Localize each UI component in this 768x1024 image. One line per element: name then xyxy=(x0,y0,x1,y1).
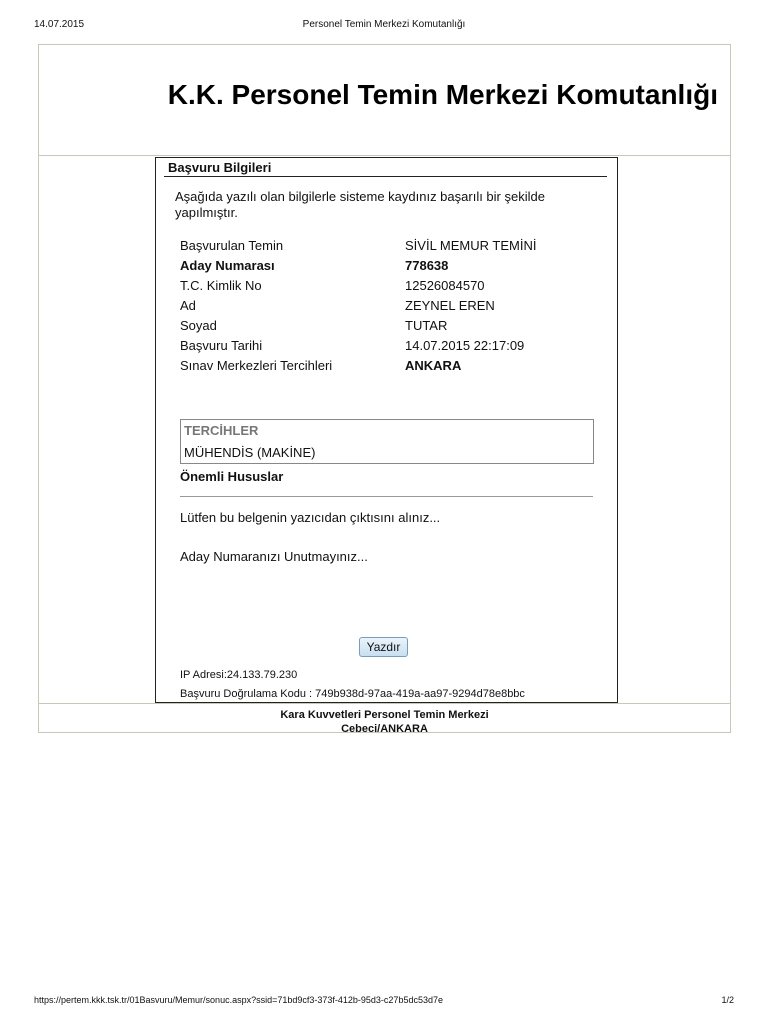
info-row xyxy=(180,318,610,338)
intro-text: Aşağıda yazılı olan bilgilerle sisteme kaydınız başarılı bir şekilde yapılmıştır. xyxy=(175,189,545,220)
divider xyxy=(164,176,607,177)
row-value: ANKARA xyxy=(405,358,462,373)
info-row xyxy=(180,258,610,278)
footer xyxy=(39,703,730,734)
row-label: Aday Numarası xyxy=(180,258,275,273)
print-url: https://pertem.kkk.tsk.tr/01Basvuru/Memur/sonuc.aspx?ssid=71bd9cf3-373f-412b-95d3-c27b5dc53d7e xyxy=(34,995,443,1005)
footer-line: Kara Kuvvetleri Personel Temin Merkezi xyxy=(280,709,489,721)
preferences-value: MÜHENDİS (MAKİNE) xyxy=(184,445,316,460)
page-frame xyxy=(38,44,731,733)
print-date: 14.07.2015 xyxy=(34,19,85,30)
banner xyxy=(39,45,730,156)
info-row xyxy=(180,238,610,258)
application-info-panel xyxy=(155,157,618,703)
row-label: Soyad xyxy=(180,318,217,333)
print-button[interactable]: Yazdır xyxy=(359,637,408,657)
preferences-box xyxy=(180,419,594,464)
row-value: 14.07.2015 22:17:09 xyxy=(405,338,525,353)
ip-address: IP Adresi:24.133.79.230 xyxy=(180,669,298,681)
verification-code: Başvuru Doğrulama Kodu : 749b938d-97aa-419a-aa97-9294d78e8bbc xyxy=(180,688,525,700)
row-value: 778638 xyxy=(405,258,449,273)
panel-title: Başvuru Bilgileri xyxy=(168,160,272,175)
info-table xyxy=(180,238,610,378)
footer-line: Cebeci/ANKARA xyxy=(341,723,428,735)
row-value: TUTAR xyxy=(405,318,448,333)
row-value: 12526084570 xyxy=(405,278,485,293)
notes-title: Önemli Hususlar xyxy=(180,469,284,484)
row-label: T.C. Kimlik No xyxy=(180,278,262,293)
print-title: Personel Temin Merkezi Komutanlığı xyxy=(302,19,466,30)
row-label: Başvuru Tarihi xyxy=(180,338,263,353)
preferences-heading: TERCİHLER xyxy=(184,423,259,438)
info-row xyxy=(180,298,610,318)
row-label: Sınav Merkezleri Tercihleri xyxy=(180,358,333,373)
divider xyxy=(180,496,593,497)
info-row xyxy=(180,338,610,358)
row-value: SİVİL MEMUR TEMİNİ xyxy=(405,238,537,253)
page-number: 1/2 xyxy=(721,995,734,1005)
note-text: Lütfen bu belgenin yazıcıdan çıktısını alınız... xyxy=(180,510,441,525)
note-text: Aday Numaranızı Unutmayınız... xyxy=(180,549,368,564)
info-row xyxy=(180,358,610,378)
row-label: Ad xyxy=(180,298,196,313)
row-label: Başvurulan Temin xyxy=(180,238,284,253)
page-title: K.K. Personel Temin Merkezi Komutanlığı xyxy=(167,79,718,110)
row-value: ZEYNEL EREN xyxy=(405,298,495,313)
info-row xyxy=(180,278,610,298)
